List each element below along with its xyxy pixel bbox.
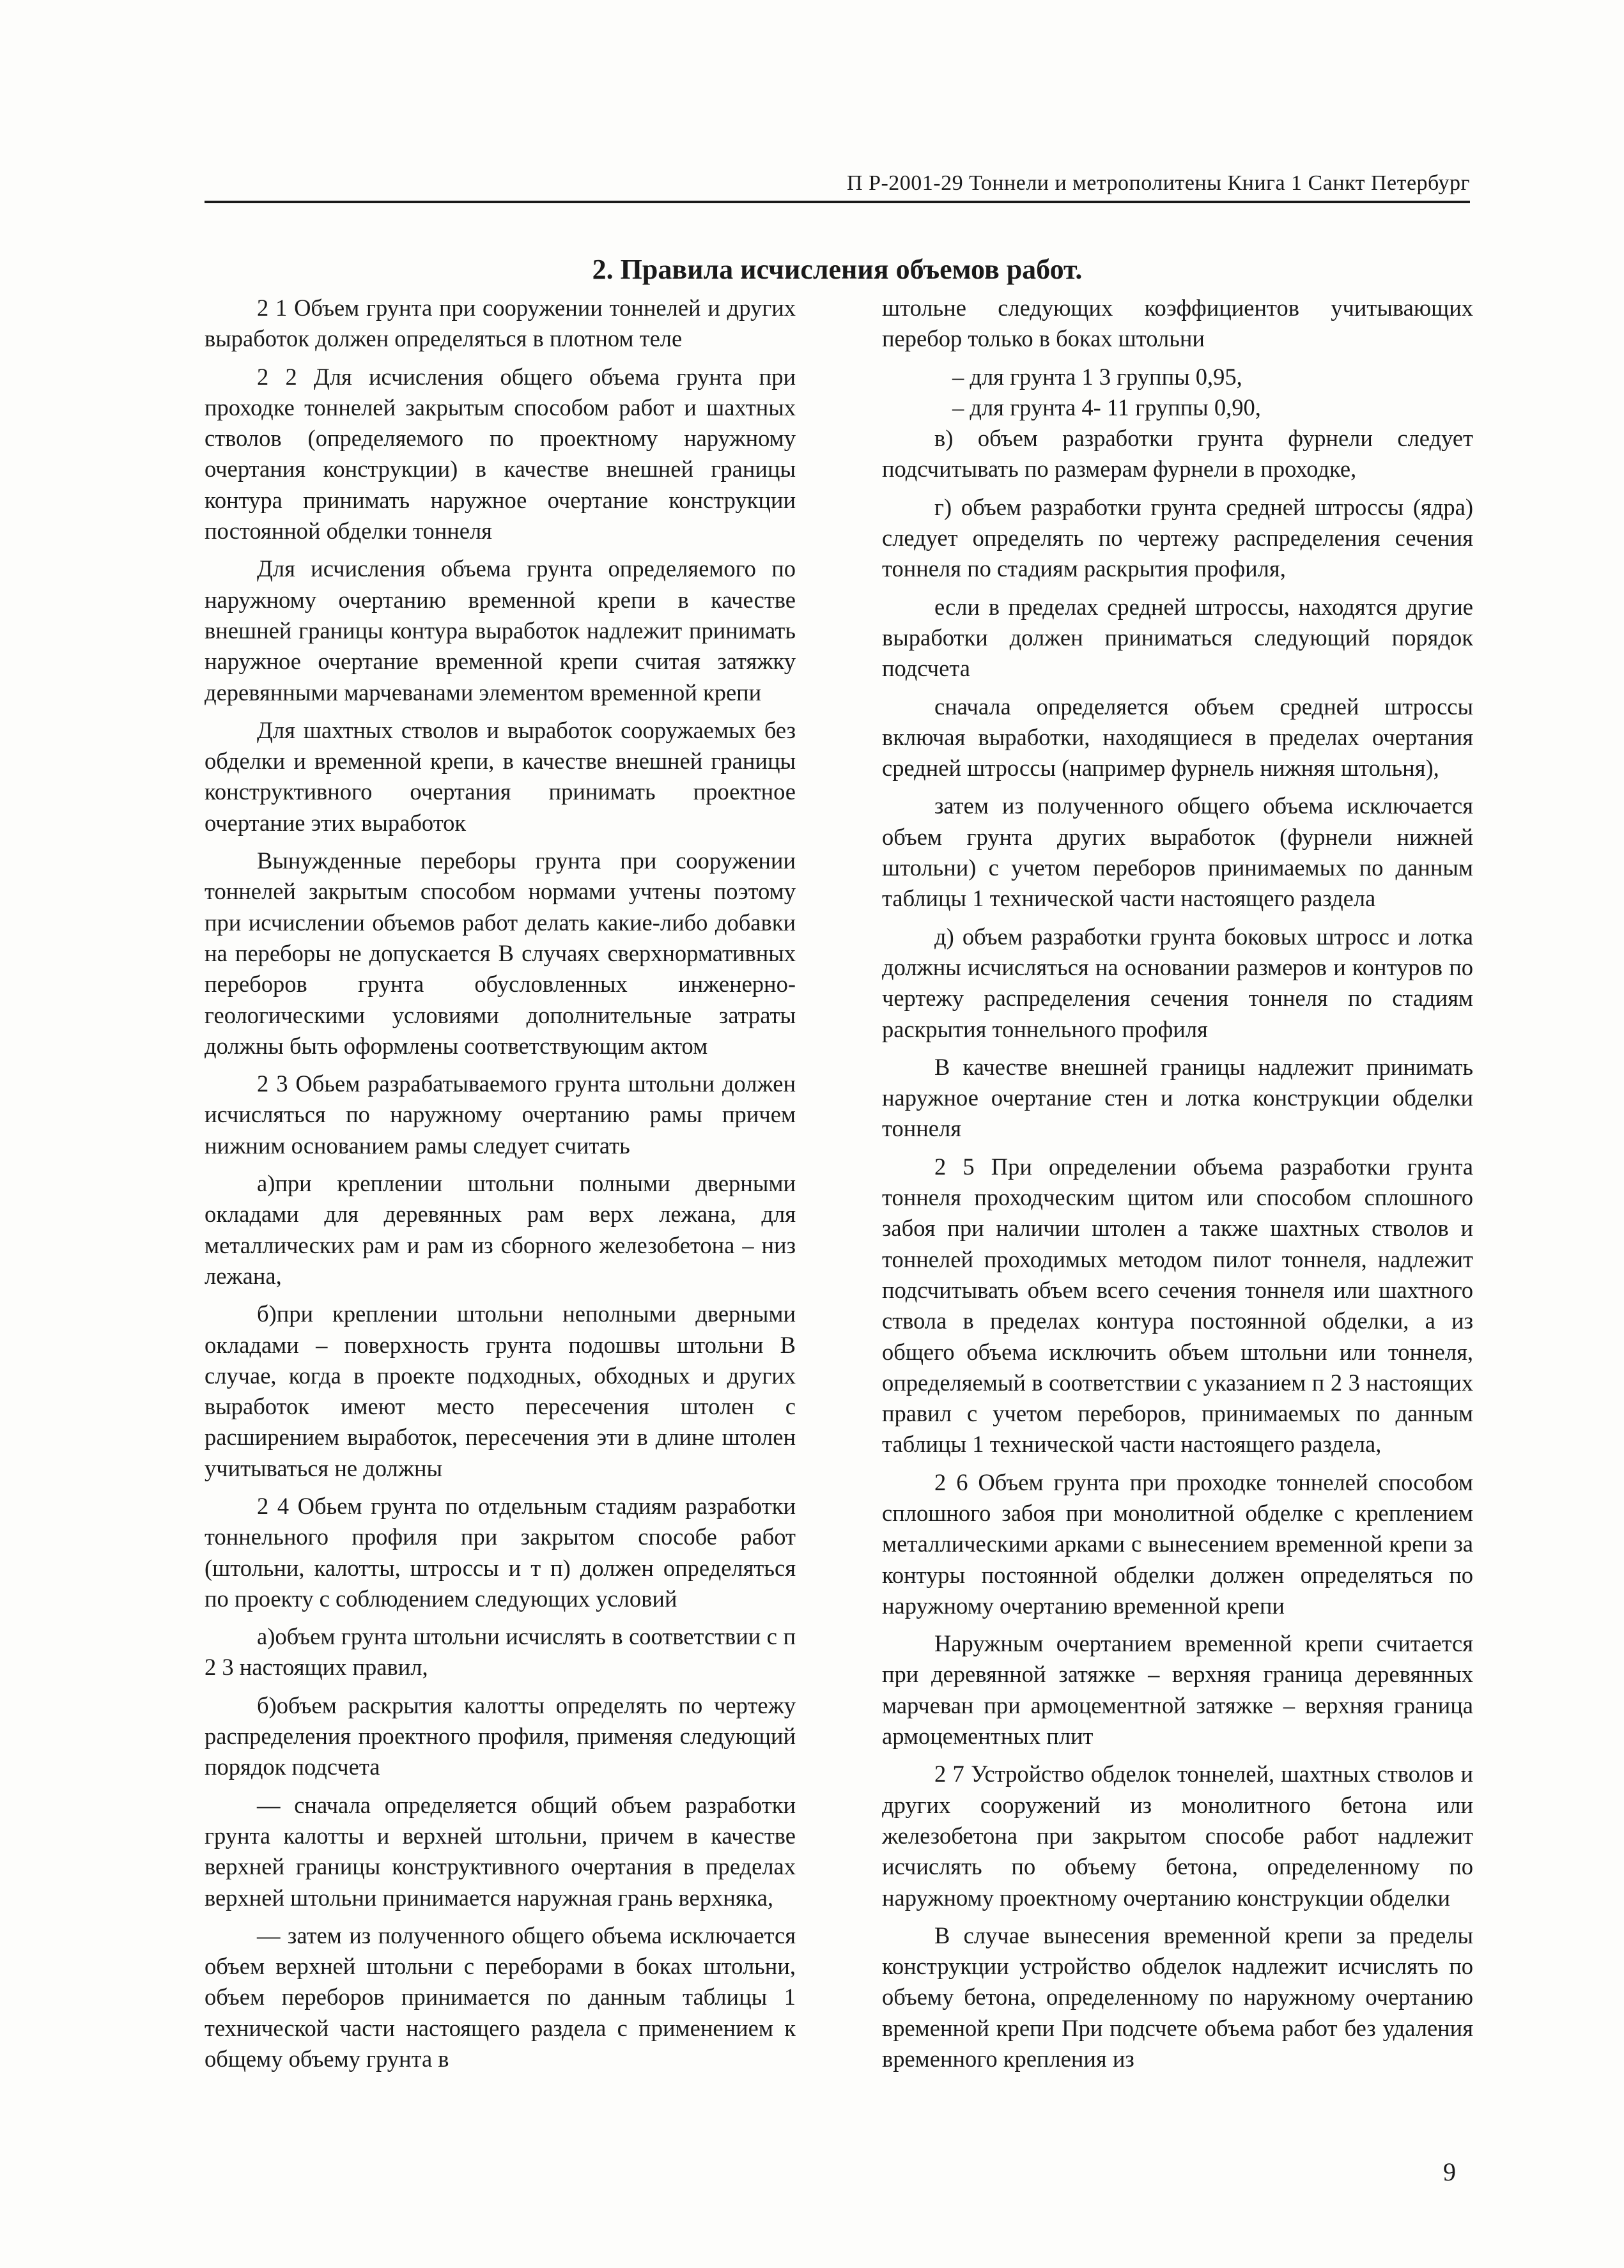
paragraph: Для исчисления объема грунта определяемого по наружному очертанию временной крепи в качестве внешней границы контура выработок надлежит принимать наружное очертание временной крепи считая затяжку деревянными марчеванами элементом временной крепи	[205, 555, 796, 706]
left-column	[205, 293, 796, 2074]
paragraph: 2 2 Для исчисления общего объема грунта при проходке тоннелей закрытым способом работ и шахтных стволов (определяемого по проектному наружному очертания конструкции) в качестве внешней границы контура принимать наружное очертание конструкции постоянной обделки тоннеля	[205, 363, 796, 544]
paragraph: а)объем грунта штольни исчислять в соответствии с п 2 3 настоящих правил,	[205, 1623, 796, 1681]
paragraph: 2 7 Устройство обделок тоннелей, шахтных стволов и других сооружений из монолитного бетона или железобетона при закрытом способе работ надлежит исчислять по объему бетона, определенному по наружному проектному очертанию конструкции обделки	[882, 1761, 1473, 1911]
list-item: – для грунта 4- 11 группы 0,90,	[952, 394, 1261, 420]
paragraph: штольне следующих коэффициентов учитывающих перебор только в боках штольни	[882, 295, 1473, 352]
paragraph: — затем из полученного общего объема исключается объем верхней штольни с переборами в боках штольни, объем переборов принимается по данным таблицы 1 технической части настоящего раздела с применением к общему объему грунта в	[205, 1922, 796, 2072]
paragraph: в) объем разработки грунта фурнели следует подсчитывать по размерам фурнели в проходке,	[882, 425, 1473, 482]
page-number: 9	[1443, 2157, 1456, 2186]
paragraph: Вынужденные переборы грунта при сооружении тоннелей закрытым способом нормами учтены поэтому при исчислении объемов работ делать какие-либо добавки на переборы не допускается В случаях сверхнормативных переборов грунта обусловленных инженерно-геологическими условиями дополнительные затраты должны быть оформлены соответствующим актом	[205, 847, 796, 1059]
paragraph: а)при креплении штольни полными дверными окладами для деревянных рам верх лежана, для металлических рам и рам из сборного железобетона – низ лежана,	[205, 1170, 796, 1289]
paragraph: — сначала определяется общий объем разработки грунта калотты и верхней штольни, причем в качестве верхней границы конструктивного очертания в пределах верхней штольни принимается наружная грань верхняка,	[205, 1791, 796, 1911]
paragraph: Для шахтных стволов и выработок сооружаемых без обделки и временной крепи, в качестве внешней границы конструктивного очертания принимать проектное очертание этих выработок	[205, 716, 796, 836]
paragraph: Наружным очертанием временной крепи считается при деревянной затяжке – верхняя граница деревянных марчеван при армоцементной затяжке – верхняя граница армоцементных плит	[882, 1630, 1473, 1750]
paragraph: д) объем разработки грунта боковых штросс и лотка должны исчисляться на основании размеров и контуров по чертежу распределения сечения тоннеля по стадиям раскрытия тоннельного профиля	[882, 923, 1473, 1042]
paragraph: 2 4 Обьем грунта по отдельным стадиям разработки тоннельного профиля при закрытом способе работ (штольни, калотты, штроссы и т п) должен определяться по проекту с соблюдением следующих условий	[205, 1492, 796, 1612]
paragraph: В качестве внешней границы надлежит принимать наружное очертание стен и лотка конструкции обделки тоннеля	[882, 1053, 1473, 1142]
paragraph: б)при креплении штольни неполными дверными окладами – поверхность грунта подошвы штольни В случае, когда в проекте подходных, обходных и других выработок имеют место пересечения штолен с расширением выработок, пересечения эти в длине штолен учитываться не должны	[205, 1300, 796, 1481]
paragraph: 2 5 При определении объема разработки грунта тоннеля проходческим щитом или способом сплошного забоя при наличии штолен а также шахтных стволов и тоннелей проходимых методом пилот тоннеля, надлежит подсчитывать объем всего сечения тоннеля или шахтного ствола в пределах контура постоянной обделки, а из общего объема исключить объем штольни или тоннеля, определяемый в соответствии с указанием п 2 3 настоящих правил с учетом переборов, принимаемых по данным таблицы 1 технической части настоящего раздела,	[882, 1153, 1473, 1458]
right-column	[882, 293, 1473, 2074]
paragraph: В случае вынесения временной крепи за пределы конструкции устройство обделок надлежит исчислять по объему бетона, определенному по наружному очертанию временной крепи При подсчете объема работ без удаления временного крепления из	[882, 1922, 1473, 2072]
paragraph: б)объем раскрытия калотты определять по чертежу распределения проектного профиля, применяя следующий порядок подсчета	[205, 1692, 796, 1780]
paragraph: 2 1 Объем грунта при сооружении тоннелей и других выработок должен определяться в плотном теле	[205, 295, 796, 352]
running-header	[205, 160, 1470, 203]
paragraph: г) объем разработки грунта средней штроссы (ядра) следует определять по чертежу распределения сечения тоннеля по стадиям раскрытия профиля,	[882, 493, 1473, 582]
list-item: – для грунта 1 3 группы 0,95,	[952, 363, 1242, 390]
paragraph: затем из полученного общего объема исключается объем грунта других выработок (фурнели нижней штольни) с учетом переборов принимаемых по данным таблицы 1 технической части настоящего раздела	[882, 792, 1473, 912]
section-title: 2. Правила исчисления объемов работ.	[592, 254, 1083, 285]
running-header-title: П Р-2001-29 Тоннели и метрополитены Книга 1 Санкт Петербург	[847, 171, 1470, 195]
paragraph: 2 3 Обьем разрабатываемого грунта штольни должен исчисляться по наружному очертанию рамы причем нижним основанием рамы следует считать	[205, 1070, 796, 1159]
paragraph: если в пределах средней штроссы, находятся другие выработки должен приниматься следующий порядок подсчета	[882, 593, 1473, 682]
paragraph: сначала определяется объем средней штроссы включая выработки, находящиеся в пределах очертания средней штроссы (например фурнель нижняя штольня),	[882, 693, 1473, 782]
paragraph: 2 6 Объем грунта при проходке тоннелей способом сплошного забоя при монолитной обделке с креплением металлическими арками с вынесением временной крепи за контуры постоянной обделки должен определяться по наружному очертанию временной крепи	[882, 1469, 1473, 1619]
